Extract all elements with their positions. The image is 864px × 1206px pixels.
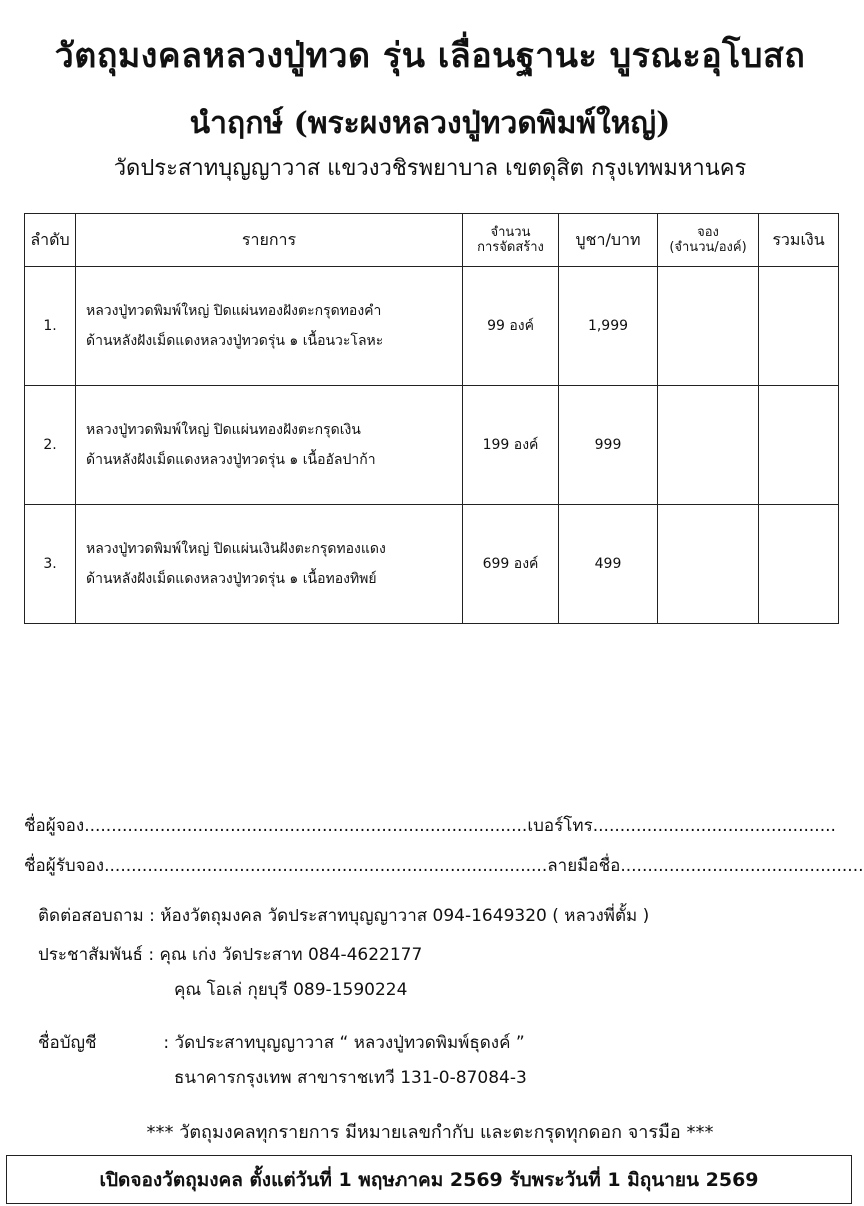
phone-label: เบอร์โทร	[527, 816, 593, 836]
reserver-name-field[interactable]: ..................................................................................	[84, 816, 528, 836]
notice-text: *** วัตถุมงคลทุกรายการ มีหมายเลขกำกับ และตะกรุดทุกดอก จารมือ ***	[146, 1122, 714, 1143]
row-reserve-cell[interactable]	[658, 386, 759, 505]
pr-line-2	[174, 976, 407, 1003]
inquiry-label: ติดต่อสอบถาม :	[38, 906, 155, 926]
temple-location: วัดประสาทบุญญาวาส แขวงวชิรพยาบาล เขตดุสิต กรุงเทพมหานคร	[113, 156, 747, 181]
table-row	[25, 267, 839, 386]
row-number: 1.	[25, 267, 76, 386]
row-item-line1: หลวงปู่ทวดพิมพ์ใหญ่ ปิดแผ่นเงินฝังตะกรุดทองแดง	[86, 541, 386, 557]
page-subtitle: นำฤกษ์ (พระผงหลวงปู่ทวดพิมพ์ใหญ่)	[189, 106, 671, 141]
pr-line-1	[38, 941, 422, 968]
row-item-line2: ด้านหลังฝังเม็ดแดงหลวงปู่ทวดรุ่น ๑ เนื้อนวะโลหะ	[86, 333, 384, 349]
account-label: ชื่อบัญชี	[38, 1033, 97, 1053]
row-price: 499	[559, 505, 658, 624]
row-reserve-cell[interactable]	[658, 267, 759, 386]
inquiry-value: ห้องวัตถุมงคล วัดประสาทบุญญาวาส 094-1649320 ( หลวงพี่ตั้ม )	[160, 906, 650, 926]
receiver-name-label: ชื่อผู้รับจอง	[24, 856, 105, 876]
reserver-name-label: ชื่อผู้จอง	[24, 816, 85, 836]
row-item-description	[76, 505, 463, 624]
row-quantity: 199 องค์	[463, 386, 559, 505]
column-header-item: รายการ	[76, 214, 463, 267]
row-total-cell[interactable]	[759, 386, 839, 505]
column-header-total: รวมเงิน	[759, 214, 839, 267]
phone-field[interactable]: .............................................	[592, 816, 836, 836]
row-quantity: 699 องค์	[463, 505, 559, 624]
pr-label: ประชาสัมพันธ์ :	[38, 945, 155, 965]
page-title: วัตถุมงคลหลวงปู่ทวด รุ่น เลื่อนฐานะ บูรณะอุโบสถ	[54, 36, 806, 76]
receiver-name-field[interactable]: ..................................................................................	[104, 856, 548, 876]
signature-field[interactable]: .............................................	[620, 856, 864, 876]
reservation-period-text: เปิดจองวัตถุมงคล ตั้งแต่วันที่ 1 พฤษภาคม 2569 รับพระวันที่ 1 มิถุนายน 2569	[99, 1168, 759, 1191]
row-quantity: 99 องค์	[463, 267, 559, 386]
row-item-description	[76, 267, 463, 386]
row-price: 1,999	[559, 267, 658, 386]
inquiry-line	[38, 902, 649, 929]
row-item-line1: หลวงปู่ทวดพิมพ์ใหญ่ ปิดแผ่นทองฝังตะกรุดทองคำ	[86, 303, 382, 319]
reservation-period-box	[6, 1155, 852, 1204]
table-header-row	[25, 214, 839, 267]
column-header-no: ลำดับ	[25, 214, 76, 267]
row-item-description	[76, 386, 463, 505]
pr-contact-1: คุณ เก่ง วัดประสาท 084-4622177	[159, 945, 423, 965]
column-header-quantity-line2: การจัดสร้าง	[477, 240, 544, 255]
bank-account: ธนาคารกรุงเทพ สาขาราชเทวี 131-0-87084-3	[174, 1068, 527, 1088]
account-line-2	[174, 1064, 527, 1091]
reserver-form-line	[24, 812, 838, 839]
row-item-line2: ด้านหลังฝังเม็ดแดงหลวงปู่ทวดรุ่น ๑ เนื้ออัลปาก้า	[86, 452, 376, 468]
account-line-1	[38, 1029, 525, 1056]
signature-label: ลายมือชื่อ	[547, 856, 621, 876]
row-total-cell[interactable]	[759, 505, 839, 624]
column-header-price: บูชา/บาท	[559, 214, 658, 267]
table-row	[25, 505, 839, 624]
column-header-reserve	[658, 214, 759, 267]
column-header-reserve-line2: (จำนวน/องค์)	[669, 240, 747, 255]
table-row	[25, 386, 839, 505]
pr-contact-2: คุณ โอเล่ กุยบุรี 089-1590224	[174, 980, 408, 1000]
order-table	[24, 213, 839, 624]
account-colon: :	[163, 1033, 170, 1053]
row-item-line1: หลวงปู่ทวดพิมพ์ใหญ่ ปิดแผ่นทองฝังตะกรุดเงิน	[86, 422, 361, 438]
column-header-reserve-line1: จอง	[697, 225, 719, 240]
row-item-line2: ด้านหลังฝังเม็ดแดงหลวงปู่ทวดรุ่น ๑ เนื้อทองทิพย์	[86, 571, 377, 587]
account-name: วัดประสาทบุญญาวาส “ หลวงปู่ทวดพิมพ์ธุดงค์ ”	[174, 1033, 525, 1053]
row-number: 2.	[25, 386, 76, 505]
receiver-form-line	[24, 852, 864, 879]
row-price: 999	[559, 386, 658, 505]
column-header-quantity	[463, 214, 559, 267]
row-total-cell[interactable]	[759, 267, 839, 386]
row-reserve-cell[interactable]	[658, 505, 759, 624]
row-number: 3.	[25, 505, 76, 624]
column-header-quantity-line1: จำนวน	[490, 225, 531, 240]
